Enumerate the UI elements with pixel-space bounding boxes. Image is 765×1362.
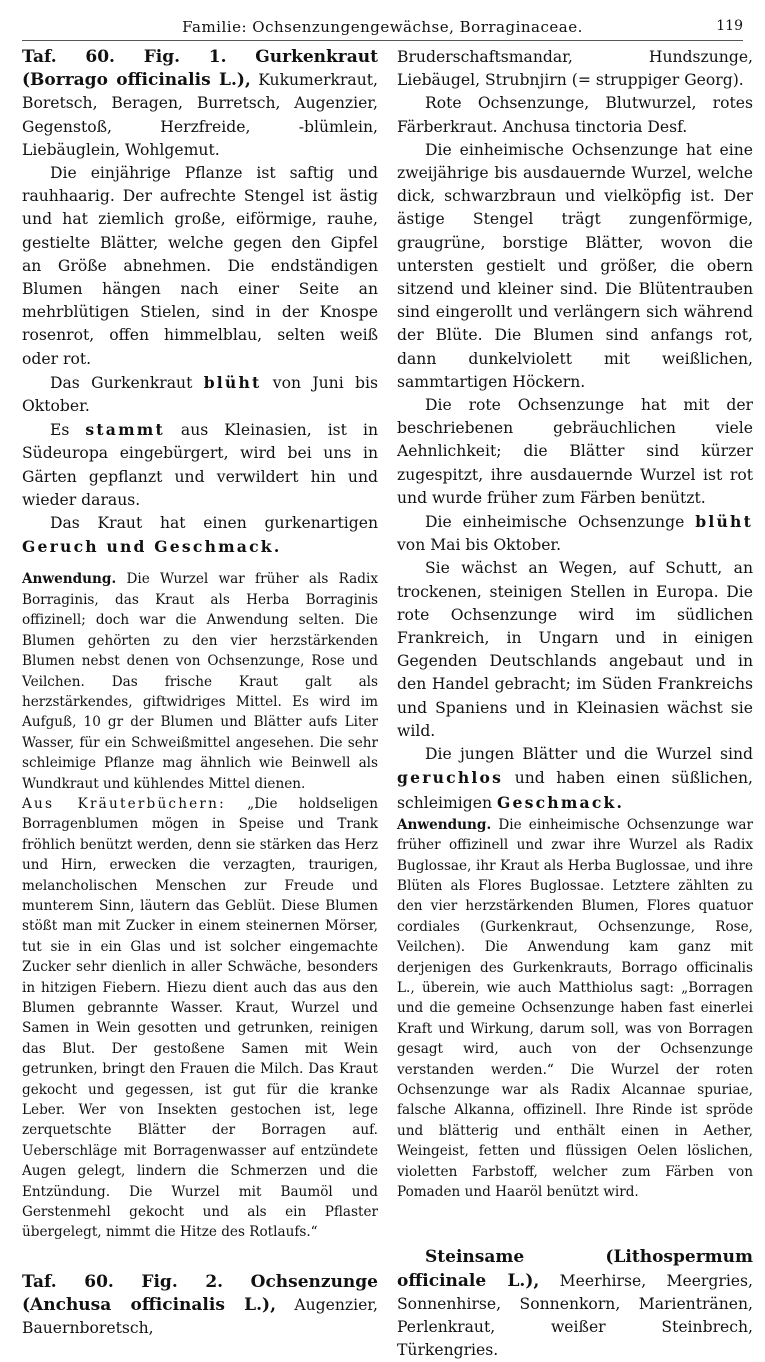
vernacular-names-borrago: Kukumerkraut, Boretsch, Beragen, Burretsch, Augenzier, Gegenstoß, Herzfreide, -blümlein, Liebäuglein, Wohlgemut. xyxy=(22,71,378,159)
smell-keyword: geruchlos xyxy=(397,768,504,788)
usage-label: Anwendung. xyxy=(22,571,117,588)
vernacular-names-lithospermum: Meerhirse, Meergries, Sonnenhirse, Sonnenkorn, Marientränen, Perlenkraut, weißer Steinbrech, Türkengries. xyxy=(397,1271,753,1360)
flowering-paragraph: Das Gurkenkraut blüht von Juni bis Oktober. xyxy=(22,372,379,416)
section-heading-anchusa: Taf. 60. Fig. 2. Ochsenzunge (Anchusa officinalis L.), xyxy=(22,1271,378,1316)
description-paragraph: Die einheimische Ochsenzunge hat eine zweijährige bis ausdauernde Wurzel, welche dick, schwarzbraun und vielköpfig ist. Der ästige Stengel trägt zungenförmige, graugrüne, borstige Blätter, wovon die untersten gestielt und größer, die obern sitzend und kleiner sind. Die Blütentrauben sind eingerollt und verlängern sich während der Blüte. Die Blumen sind anfangs rot, dann dunkelviolett mit weißlichen, sammtartigen Höckern. xyxy=(397,140,753,391)
bloom-keyword: blüht xyxy=(203,372,262,392)
taste-keyword: Geschmack. xyxy=(496,792,625,812)
running-header xyxy=(22,18,743,41)
description-paragraph: Die einjährige Pflanze ist saftig und rauhhaarig. Der aufrechte Stengel ist ästig und hat ziemlich große, eiförmige, rauhe, gestielte Blätter, welche gegen den Gipfel an Größe abnehmen. Die endständigen Blumen hängen nach einer Seite an mehrblütigen Stielen, sind in der Knospe rosenrot, offen himmelblau, selten weiß oder rot. xyxy=(22,164,378,368)
section-lithospermum xyxy=(397,1246,753,1362)
origin-paragraph: Es stammt aus Kleinasien, ist in Südeuropa eingebürgert, wird bei uns in Gärten gepflanzt und verwildert hin und wieder daraus. xyxy=(22,420,378,509)
smell-paragraph: Das Kraut hat einen gurkenartigen Geruch und Geschmack. xyxy=(22,514,378,557)
red-anchusa-names: Rote Ochsenzunge, Blutwurzel, rotes Färberkraut. Anchusa tinctoria Desf. xyxy=(397,94,753,136)
header-title: Familie: Ochsenzungengewächse, Borraginaceae. xyxy=(182,18,583,36)
section-heading-borrago: Taf. 60. Fig. 1. Gurkenkraut (Borrago officinalis L.), xyxy=(22,47,378,91)
origin-keyword: stammt xyxy=(85,420,165,440)
herbal-quote-paragraph: Aus Kräuterbüchern: „Die holdseligen Borragenblumen mögen in Speise und Trank fröhlich benützt werden, denn sie stärken das Herz und Hirn, erwecken die verzagten, traurigen, melancholischen Menschen zur Freude und munterem Sinn, läutern das Geblüt. Diese Blumen stößt man mit Zucker in einem steinernen Mörser, tut sie in ein Glas und ist solcher eingemachte Zucker sehr dienlich in aller Schwäche, besonders in hitzigen Fiebern. Hiezu dient auch das aus den Blumen gebrannte Wasser. Kraut, Wurzel und Samen in Wein gesotten und getrunken, reinigen das Blut. Der gestoßene Samen mit Wein getrunken, bringt den Frauen die Milch. Das Kraut gekocht und gegessen, ist gut für die kranke Leber. Wer von Insekten gestochen ist, lege zerquetschte Blätter der Borragen auf. Ueberschläge mit Borragenwasser auf entzündete Augen gelegt, lindern die Schmerzen und die Entzündung. Die Wurzel mit Baumöl und Gerstenmehl gekocht und als ein Pflaster übergelegt, nimmt die Hitze des Rotlaufs.“ xyxy=(22,795,378,1241)
usage-label: Anwendung. xyxy=(397,816,492,833)
habitat-paragraph: Sie wächst an Wegen, auf Schutt, an trockenen, steinigen Stellen in Europa. Die rote Ochsenzunge wird im südlichen Frankreich, in Ungarn und in einigen Gegenden Deutschlands angebaut und in den Handel gebracht; im Süden Frankreichs und Spaniens und in Kleinasien wächst sie wild. xyxy=(397,559,753,740)
usage-paragraph: Anwendung. Die einheimische Ochsenzunge war früher offizinell und zwar ihre Wurzel als Radix Buglossae, ihr Kraut als Herba Buglossae, und ihre Blüten als Flores Buglossae. Letztere zählten zu den vier herzstärkenden Blumen, Flores quatuor cordiales (Gurkenkraut, Ochsenzunge, Rose, Veilchen). Die Anwendung kam ganz mit derjenigen des Gurkenkrauts, Borrago officinalis L., überein, wie auch Matthiolus sagt: „Borragen und die gemeine Ochsenzunge haben fast einerlei Kraft und Wirkung, darum soll, was von Borragen gesagt wird, auch von der Ochsenzunge verstanden werden.“ Die Wurzel der roten Ochsenzunge war als Radix Alcannae spuriae, falsche Alkanna, offizinell. Ihre Rinde ist spröde und blätterig und enthält einen in Aether, Weingeist, fetten und flüssigen Oelen löslichen, violetten Farbstoff, welcher zum Färben von Pomaden und Haaröl benützt wird. xyxy=(397,816,754,1201)
usage-paragraph: Anwendung. Die Wurzel war früher als Radix Borraginis, das Kraut als Herba Borraginis offizinell; doch war die Anwendung selten. Die Blumen gehörten zu den vier herzstärkenden Blumen nebst denen von Ochsenzunge, Rose und Veilchen. Das frische Kraut galt als herzstärkendes, giftwidriges Mittel. Es wird im Aufguß, 10 gr der Blumen und Blätter aufs Liter Wasser, für ein Schweißmittel angesehen. Die sehr schleimige Pflanze mag ähnlich wie Beinwell als Wundkraut und kühlendes Mittel dienen. xyxy=(22,571,378,792)
page-number: 119 xyxy=(716,18,743,34)
vernacular-names-anchusa: Augenzier, Bauernboretsch, xyxy=(22,1296,378,1338)
flowering-paragraph: Die einheimische Ochsenzunge blüht von Mai bis Oktober. xyxy=(397,512,753,555)
smell-keyword: Geruch und Geschmack. xyxy=(22,537,282,557)
section-anchusa xyxy=(22,1271,378,1341)
comparison-paragraph: Die rote Ochsenzunge hat mit der beschriebenen gebräuchlichen viele Aehnlichkeit; die Blätter sind kürzer zugespitzt, ihre ausdauernde Wurzel ist rot und wurde früher zum Färben benützt. xyxy=(397,396,753,507)
right-column xyxy=(397,46,753,1362)
left-column xyxy=(22,46,378,1340)
section-heading-lithospermum: Steinsame (Lithospermum officinale L.), xyxy=(397,1247,753,1291)
herbal-label: Aus Kräuterbüchern: xyxy=(22,795,226,812)
vernacular-names-continued: Bruderschaftsmandar, Hundszunge, Liebäugel, Strubnjirn (= struppiger Georg). xyxy=(397,48,753,90)
bloom-keyword: blüht xyxy=(695,512,753,532)
smell-paragraph: Die jungen Blätter und die Wurzel sind geruchlos und haben einen süßlichen, schleimigen Geschmack. xyxy=(397,745,753,812)
section-borrago xyxy=(22,46,378,162)
